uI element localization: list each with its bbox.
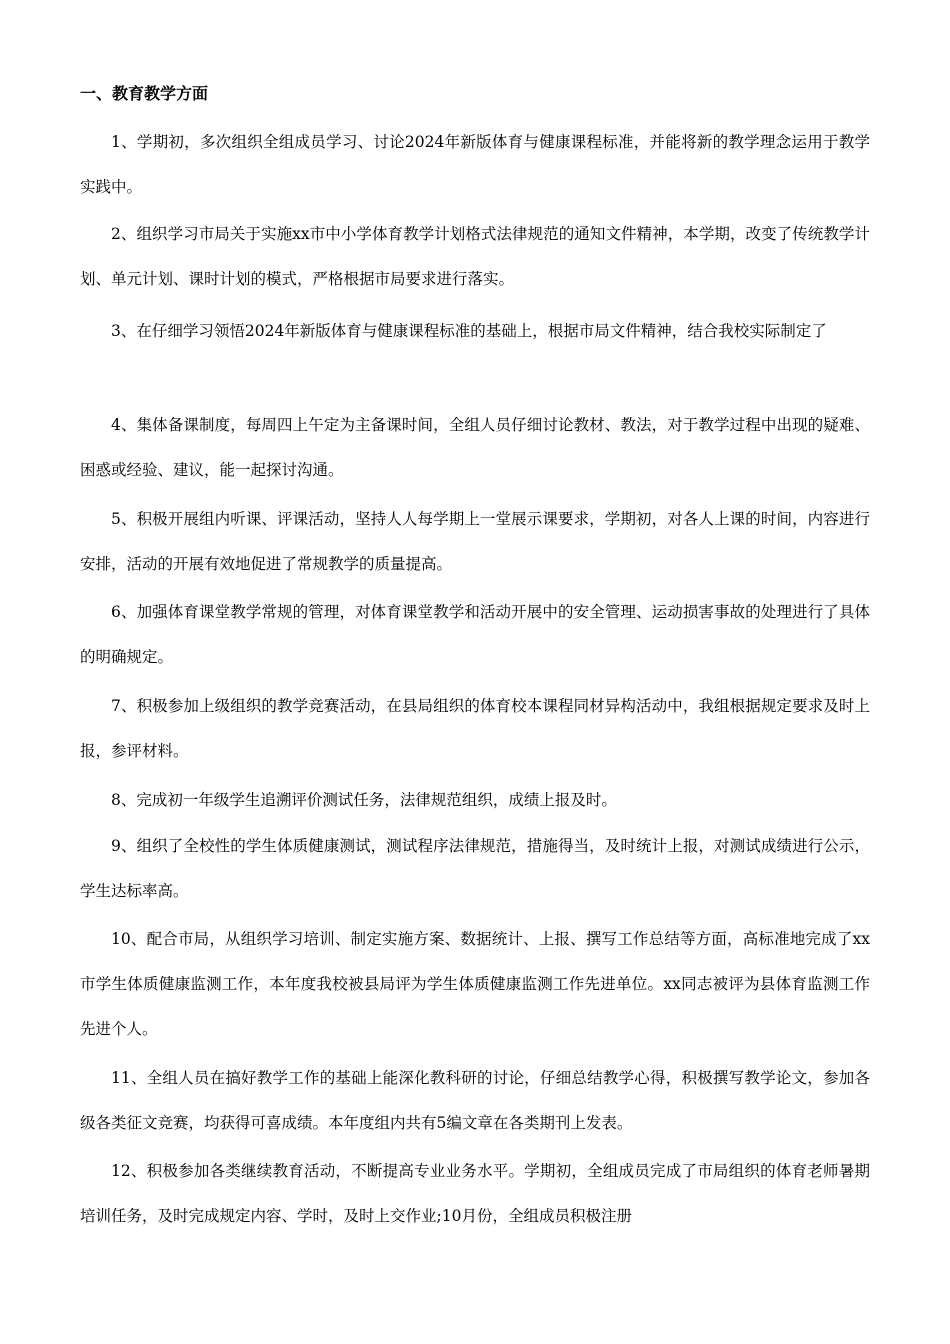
paragraph-4: 4、集体备课制度，每周四上午定为主备课时间，全组人员仔细讨论教材、教法，对于教学过程中出现的疑难、困惑或经验、建议，能一起探讨沟通。 (80, 416, 870, 479)
paragraph-10: 10、配合市局，从组织学习培训、制定实施方案、数据统计、上报、撰写工作总结等方面，高标准地完成了xx市学生体质健康监测工作，本年度我校被县局评为学生体质健康监测工作先进单位。xx同志被评为县体育监测工作先进个人。 (80, 930, 870, 1038)
paragraph-8: 8、完成初一年级学生追溯评价测试任务，法律规范组织，成绩上报及时。 (111, 791, 617, 809)
paragraph-9: 9、组织了全校性的学生体质健康测试，测试程序法律规范，措施得当，及时统计上报，对测试成绩进行公示，学生达标率高。 (80, 837, 870, 900)
paragraph-1: 1、学期初，多次组织全组成员学习、讨论2024年新版体育与健康课程标准，并能将新的教学理念运用于教学实践中。 (80, 133, 870, 196)
paragraph-7: 7、积极参加上级组织的教学竞赛活动，在县局组织的体育校本课程同材异构活动中，我组根据规定要求及时上报，参评材料。 (80, 697, 870, 760)
paragraph-12: 12、积极参加各类继续教育活动，不断提高专业业务水平。学期初，全组成员完成了市局组织的体育老师暑期培训任务，及时完成规定内容、学时，及时上交作业;10月份，全组成员积极注册 (80, 1162, 870, 1225)
paragraph-6: 6、加强体育课堂教学常规的管理，对体育课堂教学和活动开展中的安全管理、运动损害事故的处理进行了具体的明确规定。 (80, 603, 870, 666)
section-heading: 一、教育教学方面 (80, 84, 209, 103)
paragraph-3: 3、在仔细学习领悟2024年新版体育与健康课程标准的基础上，根据市局文件精神，结合我校实际制定了 (111, 322, 827, 340)
paragraph-5: 5、积极开展组内听课、评课活动，坚持人人每学期上一堂展示课要求，学期初，对各人上课的时间，内容进行安排，活动的开展有效地促进了常规教学的质量提高。 (80, 510, 870, 573)
paragraph-11: 11、全组人员在搞好教学工作的基础上能深化教科研的讨论，仔细总结教学心得，积极撰写教学论文，参加各级各类征文竞赛，均获得可喜成绩。本年度组内共有5编文章在各类期刊上发表。 (80, 1069, 870, 1132)
paragraph-2: 2、组织学习市局关于实施xx市中小学体育教学计划格式法律规范的通知文件精神，本学期，改变了传统教学计划、单元计划、课时计划的模式，严格根据市局要求进行落实。 (80, 225, 870, 288)
